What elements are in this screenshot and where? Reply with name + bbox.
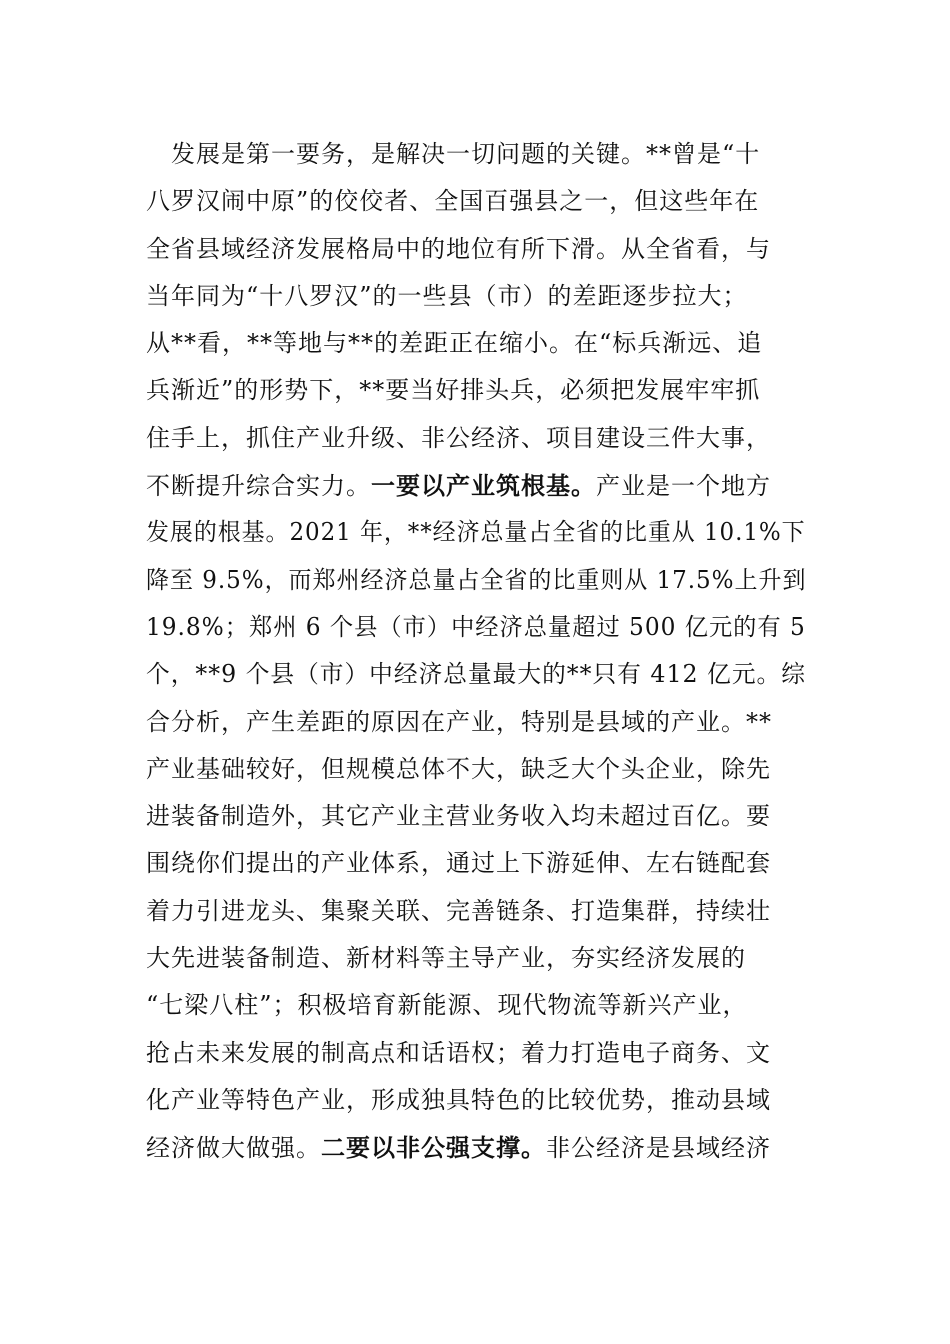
text-line — [146, 604, 806, 651]
text-line — [146, 131, 806, 178]
text-segment: 个，**9 个县（市）中经济总量最大的**只有 412 亿元。综 — [146, 660, 806, 689]
text-segment: 全省县域经济发展格局中的地位有所下滑。从全省看，与 — [146, 234, 771, 263]
text-line — [146, 1124, 806, 1171]
text-line — [146, 888, 806, 935]
text-line — [146, 462, 806, 509]
text-line — [146, 226, 806, 273]
text-segment: 发展是第一要务，是解决一切问题的关键。**曾是“十 — [146, 140, 761, 168]
text-line — [146, 367, 806, 414]
text-segment: 住手上，抓住产业升级、非公经济、项目建设三件大事， — [146, 423, 771, 452]
text-line — [146, 651, 806, 698]
text-segment: 八罗汉闹中原”的佼佼者、全国百强县之一，但这些年在 — [146, 187, 760, 216]
text-line — [146, 935, 806, 982]
bold-heading-segment: 一要以产业筑根基。 — [371, 471, 596, 501]
text-segment: 降至 9.5%，而郑州经济总量占全省的比重则从 17.5%上升到 — [146, 565, 807, 594]
text-segment: 非公经济是县域经济 — [546, 1134, 771, 1163]
body-paragraph — [146, 131, 806, 1172]
text-line — [146, 178, 806, 225]
text-line — [146, 273, 806, 320]
bold-heading-segment: 二要以非公强支撑。 — [321, 1133, 546, 1163]
text-line — [146, 415, 806, 462]
text-segment: 产业是一个地方 — [596, 472, 771, 501]
text-segment: 19.8%；郑州 6 个县（市）中经济总量超过 500 亿元的有 5 — [146, 612, 806, 641]
text-segment: 产业基础较好，但规模总体不大，缺乏大个头企业，除先 — [146, 754, 771, 783]
text-line — [146, 1030, 806, 1077]
text-line — [146, 557, 807, 604]
text-line — [146, 320, 806, 367]
text-segment: 抢占未来发展的制高点和话语权；着力打造电子商务、文 — [146, 1038, 771, 1067]
text-line — [146, 509, 806, 556]
text-segment: 发展的根基。2021 年，**经济总量占全省的比重从 10.1%下 — [146, 518, 806, 547]
text-segment: “七梁八柱”；积极培育新能源、现代物流等新兴产业， — [146, 991, 748, 1020]
text-segment: 大先进装备制造、新材料等主导产业，夯实经济发展的 — [146, 944, 746, 973]
text-segment: 不断提升综合实力。 — [146, 472, 371, 501]
text-segment: 经济做大做强。 — [146, 1134, 321, 1163]
text-segment: 当年同为“十八罗汉”的一些县（市）的差距逐步拉大； — [146, 281, 748, 310]
text-line — [146, 699, 806, 746]
text-segment: 着力引进龙头、集聚关联、完善链条、打造集群，持续壮 — [146, 896, 771, 925]
text-line — [146, 840, 806, 887]
text-segment: 合分析，产生差距的原因在产业，特别是县域的产业。** — [146, 707, 772, 736]
text-segment: 化产业等特色产业，形成独具特色的比较优势，推动县域 — [146, 1085, 771, 1114]
text-segment: 围绕你们提出的产业体系，通过上下游延伸、左右链配套 — [146, 849, 771, 878]
text-segment: 进装备制造外，其它产业主营业务收入均未超过百亿。要 — [146, 802, 771, 831]
text-line — [146, 982, 806, 1029]
text-line — [146, 746, 806, 793]
text-segment: 从**看，**等地与**的差距正在缩小。在“标兵渐远、追 — [146, 329, 763, 358]
text-line — [146, 793, 806, 840]
text-line — [146, 1077, 806, 1124]
text-segment: 兵渐近”的形势下，**要当好排头兵，必须把发展牢牢抓 — [146, 376, 761, 405]
